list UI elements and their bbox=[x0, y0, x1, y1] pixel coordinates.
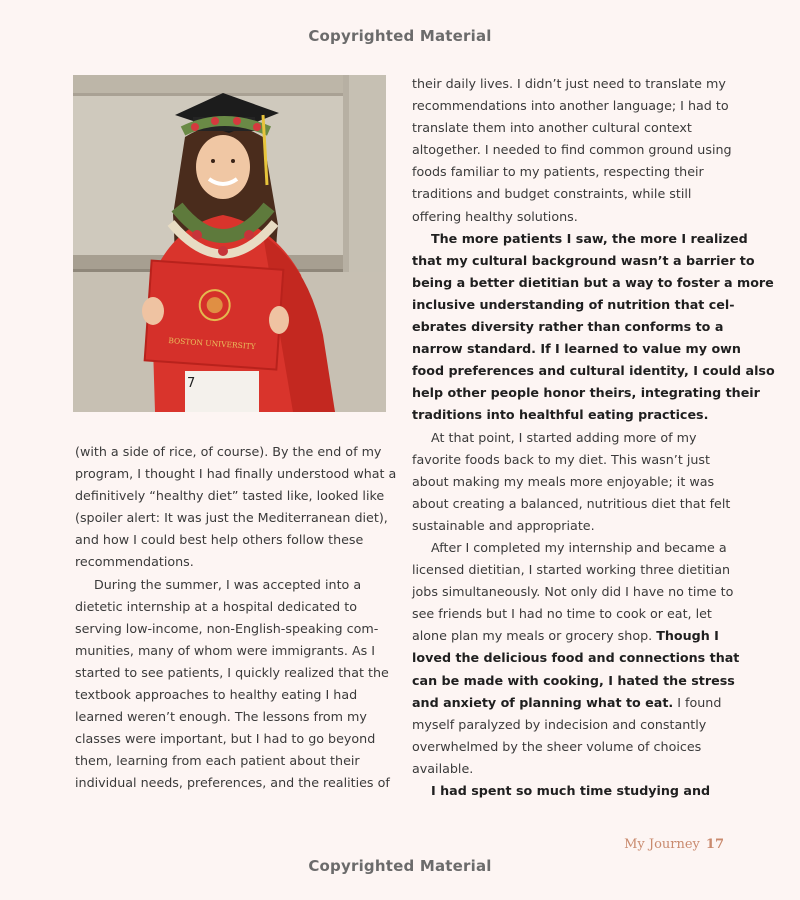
text-run: narrow standard. If I learned to value my own bbox=[412, 341, 741, 357]
text-line bbox=[412, 471, 728, 493]
text-run: During the summer, I was accepted into a bbox=[94, 576, 362, 592]
text-run: I found bbox=[673, 694, 722, 710]
text-run: sustainable and appropriate. bbox=[412, 517, 595, 533]
text-line bbox=[75, 640, 387, 662]
text-run: offering healthy solutions. bbox=[412, 208, 578, 224]
text-line bbox=[412, 449, 728, 471]
text-run: myself paralyzed by indecision and constantly bbox=[412, 716, 707, 732]
text-run: (spoiler alert: It was just the Mediterranean diet), bbox=[75, 510, 388, 526]
text-line bbox=[412, 404, 728, 426]
text-run: definitively “healthy diet” tasted like, looked like bbox=[75, 488, 385, 504]
text-run: foods familiar to my patients, respecting their bbox=[412, 164, 704, 180]
left-text-column bbox=[75, 441, 397, 795]
text-line bbox=[75, 574, 387, 596]
right-text-column bbox=[412, 73, 775, 802]
text-line bbox=[75, 662, 387, 684]
text-line bbox=[412, 338, 741, 360]
text-run: that my cultural background wasn’t a barrier to bbox=[412, 252, 755, 268]
page-footer bbox=[624, 837, 724, 852]
text-run: learned weren’t enough. The lessons from my bbox=[75, 709, 367, 725]
graduation-photo bbox=[73, 75, 386, 412]
text-line bbox=[75, 706, 387, 728]
text-line bbox=[75, 684, 387, 706]
text-run: program, I thought I had finally understood what a bbox=[75, 466, 397, 482]
text-line bbox=[412, 780, 728, 802]
text-run: After I completed my internship and became a bbox=[431, 539, 727, 555]
text-run: individual needs, preferences, and the realities of bbox=[75, 775, 390, 791]
text-run: (with a side of rice, of course). By the end of my bbox=[75, 444, 382, 459]
text-line bbox=[412, 250, 755, 272]
text-run: started to see patients, I quickly realized that the bbox=[75, 664, 389, 680]
text-line bbox=[412, 647, 740, 669]
text-run: classes were important, but I had to go beyond bbox=[75, 731, 376, 747]
text-run: translate them into another cultural context bbox=[412, 120, 692, 136]
text-line bbox=[412, 360, 775, 382]
text-line bbox=[412, 537, 728, 559]
text-run: traditions into healthful eating practices. bbox=[412, 407, 709, 423]
text-line bbox=[75, 463, 397, 485]
text-run: available. bbox=[412, 760, 474, 776]
text-run: being a better dietitian but a way to foster a more bbox=[412, 274, 774, 290]
copyright-watermark-bottom: Copyrighted Material bbox=[308, 857, 492, 875]
text-run: The more patients I saw, the more I realized bbox=[431, 230, 748, 246]
text-line bbox=[412, 272, 774, 294]
text-run: help other people honor theirs, integrating their bbox=[412, 385, 760, 401]
text-run: serving low-income, non-English-speaking com- bbox=[75, 620, 379, 636]
text-line bbox=[412, 139, 732, 161]
text-line bbox=[412, 294, 735, 316]
text-run: jobs simultaneously. Not only did I have no time to bbox=[412, 584, 734, 600]
text-run: their daily lives. I didn’t just need to translate my bbox=[412, 76, 726, 91]
text-run: see friends but I had no time to cook or eat, let bbox=[412, 606, 712, 622]
text-run: ebrates diversity rather than conforms to a bbox=[412, 319, 724, 335]
text-line bbox=[412, 382, 760, 404]
copyright-watermark-top: Copyrighted Material bbox=[308, 27, 492, 45]
text-line bbox=[412, 206, 728, 228]
text-run: traditions and budget constraints, while still bbox=[412, 186, 692, 202]
text-line bbox=[75, 551, 387, 573]
text-line bbox=[412, 183, 728, 205]
text-run: textbook approaches to healthy eating I had bbox=[75, 687, 358, 703]
text-line bbox=[412, 228, 748, 250]
text-run: and anxiety of planning what to eat. bbox=[412, 694, 674, 710]
running-head: My Journey bbox=[624, 837, 700, 852]
text-line bbox=[412, 73, 728, 95]
text-run: altogether. I needed to find common ground using bbox=[412, 142, 732, 158]
text-run: and how I could best help others follow these bbox=[75, 532, 364, 548]
text-run: dietetic internship at a hospital dedicated to bbox=[75, 598, 357, 614]
text-line bbox=[75, 728, 387, 750]
text-run: recommendations. bbox=[75, 554, 194, 570]
svg-text:7: 7 bbox=[187, 376, 196, 391]
text-line bbox=[412, 603, 728, 625]
page-number: 17 bbox=[705, 837, 724, 852]
text-run: At that point, I started adding more of my bbox=[431, 429, 697, 445]
text-line bbox=[75, 507, 387, 529]
text-line bbox=[412, 736, 728, 758]
text-line bbox=[75, 485, 387, 507]
text-line bbox=[412, 427, 728, 449]
text-run: overwhelmed by the sheer volume of choices bbox=[412, 738, 702, 754]
text-line bbox=[412, 161, 728, 183]
text-line bbox=[412, 559, 731, 581]
text-line bbox=[412, 758, 728, 780]
text-line bbox=[412, 95, 728, 117]
text-run: can be made with cooking, I hated the stress bbox=[412, 672, 735, 688]
text-run: munities, many of whom were immigrants. As I bbox=[75, 642, 376, 658]
text-run: alone plan my meals or grocery shop. bbox=[412, 628, 657, 644]
text-line bbox=[75, 529, 387, 551]
text-line bbox=[75, 772, 390, 794]
text-line bbox=[75, 441, 387, 463]
text-run: recommendations into another language; I had to bbox=[412, 98, 729, 114]
text-run: I had spent so much time studying and bbox=[431, 783, 711, 798]
text-line bbox=[412, 670, 735, 692]
text-line bbox=[412, 515, 728, 537]
text-line bbox=[75, 596, 387, 618]
text-line bbox=[75, 618, 387, 640]
text-run: food preferences and cultural identity, I could also bbox=[412, 363, 775, 379]
text-line bbox=[412, 625, 728, 647]
text-run: inclusive understanding of nutrition that cel- bbox=[412, 296, 735, 312]
text-line bbox=[412, 316, 728, 338]
text-line bbox=[412, 117, 728, 139]
text-line bbox=[412, 692, 728, 714]
text-run: favorite foods back to my diet. This wasn’t just bbox=[412, 451, 710, 467]
text-line bbox=[412, 493, 731, 515]
text-line bbox=[412, 581, 734, 603]
text-line bbox=[75, 750, 387, 772]
text-run: Though I bbox=[656, 628, 719, 644]
diploma-text: BOSTON UNIVERSITY bbox=[168, 335, 256, 352]
text-line bbox=[412, 714, 728, 736]
text-run: about making my meals more enjoyable; it was bbox=[412, 473, 715, 489]
text-run: them, learning from each patient about their bbox=[75, 753, 360, 769]
text-run: loved the delicious food and connections that bbox=[412, 650, 740, 666]
text-run: about creating a balanced, nutritious diet that felt bbox=[412, 495, 731, 511]
text-run: licensed dietitian, I started working three dietitian bbox=[412, 562, 731, 578]
